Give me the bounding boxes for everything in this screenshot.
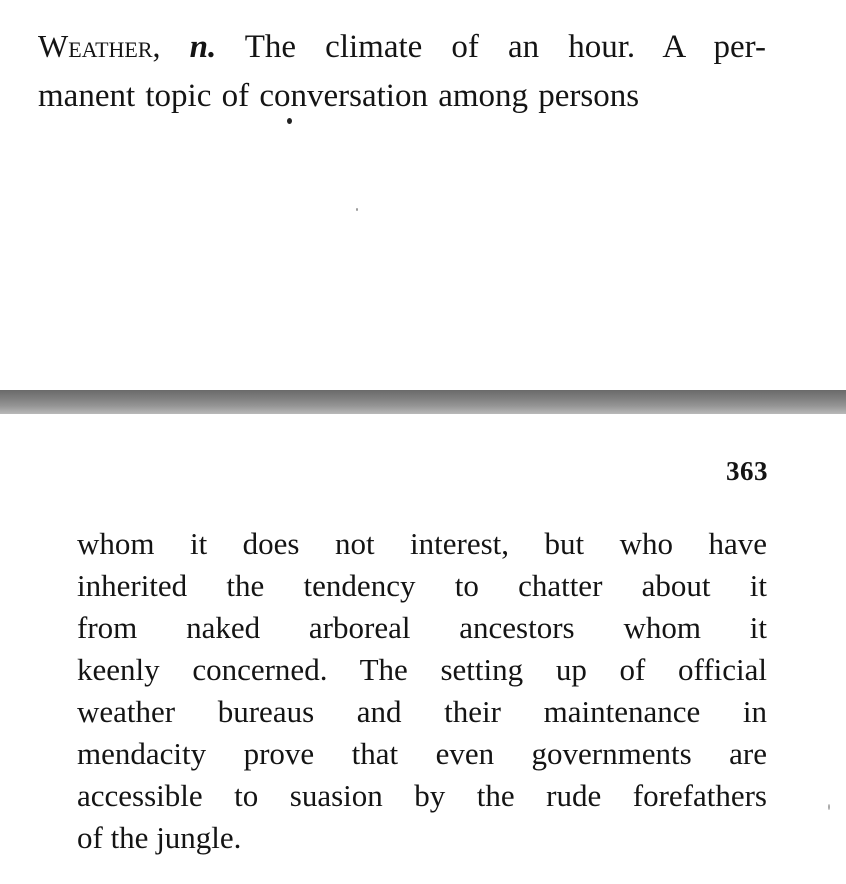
top-page	[0, 0, 846, 390]
body-line: from naked arboreal ancestors whom it	[77, 610, 767, 645]
headword: Weather,	[38, 28, 161, 64]
entry-first-line	[38, 26, 766, 67]
bottom-page	[0, 414, 846, 884]
body-line: of the jungle.	[77, 820, 242, 855]
body-line: accessible to suasion by the rude forefathers	[77, 778, 767, 813]
body-line: weather bureaus and their maintenance in	[77, 694, 767, 729]
page-number: 363	[726, 456, 768, 486]
print-speck	[287, 118, 292, 124]
definition-line-2: manent topic of conversation among persons	[38, 78, 640, 114]
print-speck	[356, 208, 358, 211]
print-speck	[828, 804, 830, 810]
body-line: whom it does not interest, but who have	[77, 526, 767, 561]
body-line: keenly concerned. The setting up of official	[77, 652, 767, 687]
body-line: inherited the tendency to chatter about it	[77, 568, 767, 603]
page-divider	[0, 390, 846, 414]
part-of-speech: n.	[189, 29, 217, 65]
definition-line-1: The climate of an hour. A per-	[244, 29, 767, 65]
body-line: mendacity prove that even governments are	[77, 736, 767, 771]
